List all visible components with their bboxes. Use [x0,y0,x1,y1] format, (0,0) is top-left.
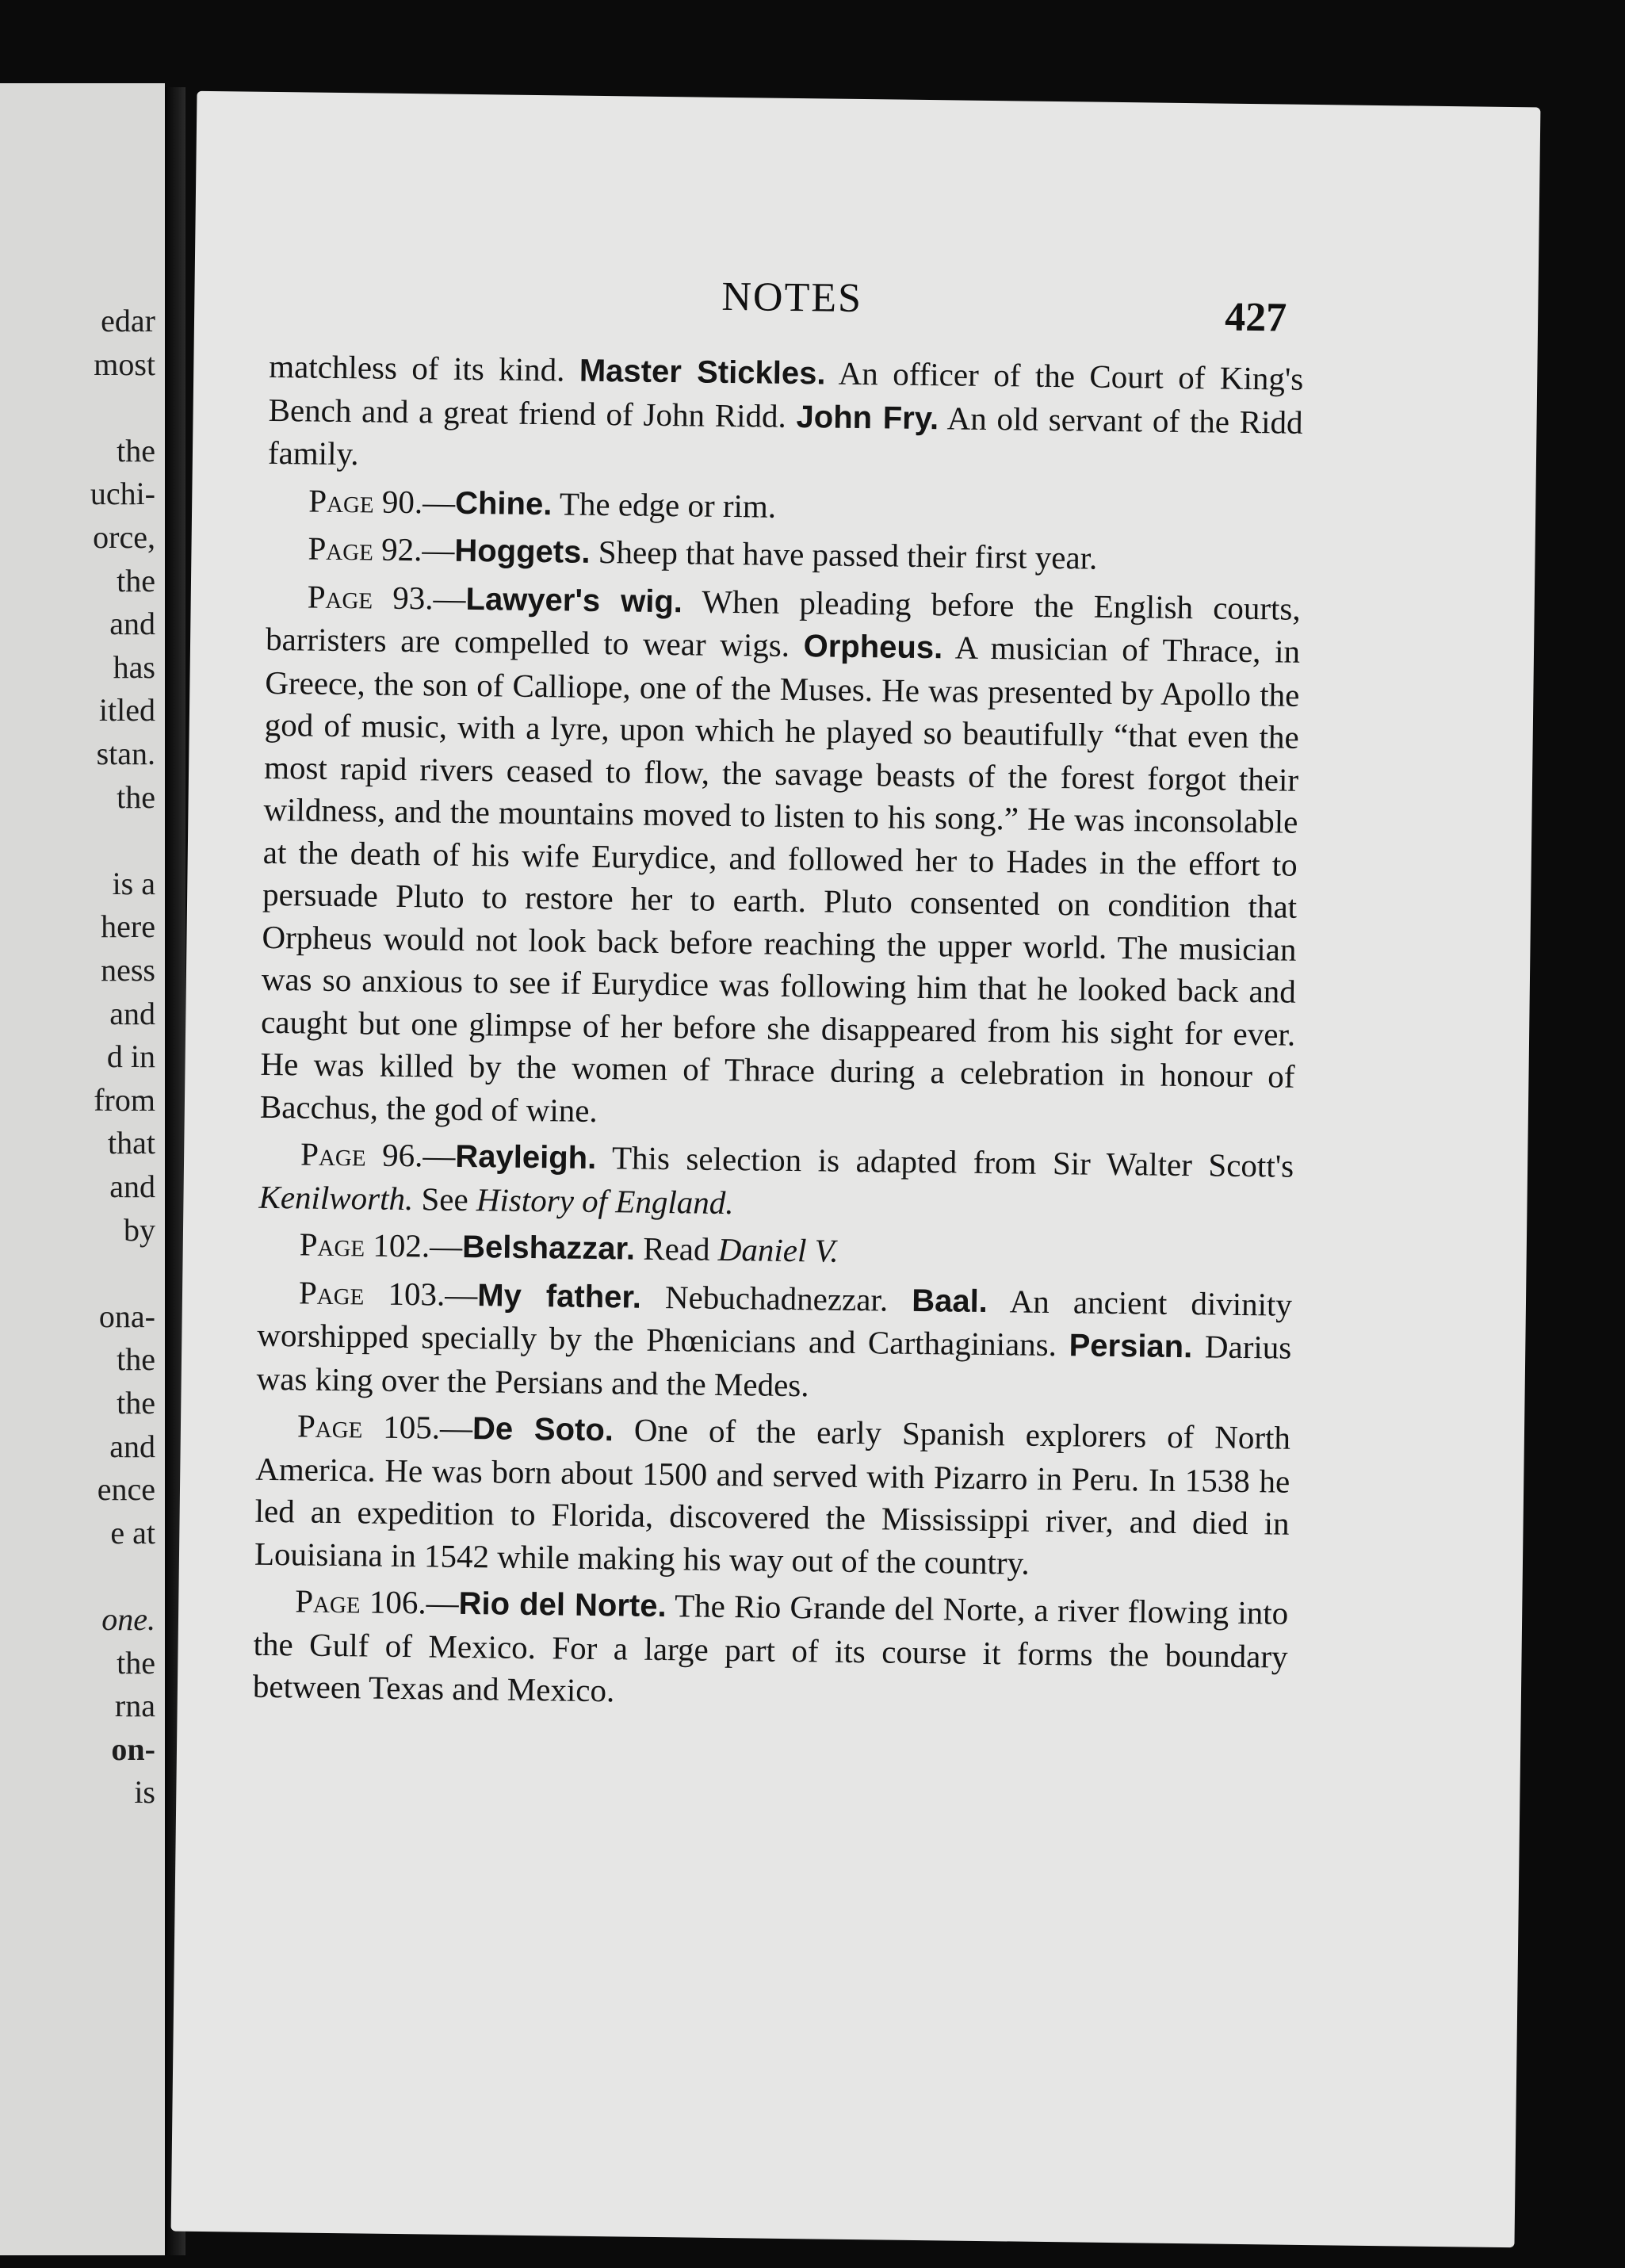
book-title: History of England. [476,1180,734,1221]
left-page-fragment: has [113,648,155,685]
note-paragraph [253,1580,1289,1720]
left-page-fragment: and [109,1168,155,1204]
note-term: Persian. [1069,1328,1193,1365]
note-text: A musician of Thrace, in Greece, the son of Calliope, one of the Muses. He was presented by Apollo the god of music, with a lyre, upon which he played so beautifully “that even the most rapid rivers ceased to flow, the savage beasts of the forest forgot their wildness, and the mountains moved to listen to his song.” He was inconsolable at the death of his wife Eurydice, and followed her to Hades in the effort to persuade Pluto to restore her to earth. Pluto consented on condition that Orpheus would not look back before reaching the upper world. The musician was so anxious to see if Eurydice was following him that he looked back and caught but one glimpse of her before she disappeared from his sight for ever. He was killed by the women of Thrace during a celebration in honour of Bacchus, the god of wine. [259,629,1301,1129]
book-title: Kenilworth. [258,1178,414,1217]
note-term: Rayleigh. [455,1138,597,1176]
note-term: De Soto. [472,1411,614,1448]
left-page-fragment: d in [106,1038,155,1075]
left-page-fragment: the [117,1385,155,1421]
left-page-fragment: the [117,1341,155,1378]
left-page-fragment: ona- [98,1298,155,1334]
note-text: An officer of the Court of King's Bench and a great friend of John Ridd. [268,354,1304,434]
note-text: The Rio Grande del Norte, a river flowing into the Gulf of Mexico. For a large part of its course it forms the boundary between Texas and Mexico. [252,1587,1289,1709]
left-page-fragment: orce, [93,519,155,555]
left-page-fragment: the [117,778,155,815]
left-page-fragment: from [94,1081,155,1118]
left-page-fragment: by [124,1211,155,1248]
left-page-fragment: ence [97,1471,155,1508]
note-paragraph [256,1271,1292,1412]
note-term: John Fry. [796,399,939,436]
left-page-fragment: and [109,995,155,1031]
note-paragraph [258,1223,1293,1279]
note-text: One of the early Spanish explorers of North America. He was born about 1500 and served with Pizarro in Peru. In 1538 he led an expedition to Florida, discovered the Mississippi river, and died in Louisiana in 1542 while making his way out of the country. [254,1411,1291,1581]
left-page-fragment: e at [110,1514,155,1551]
note-term: Baal. [911,1283,988,1319]
note-text: Read [634,1230,719,1268]
note-term: Master Stickles. [579,353,826,392]
left-page-fragment: here [101,908,155,945]
left-page-fragment: that [108,1125,155,1161]
notes-body [253,346,1304,1725]
left-page-fragment: one. [101,1601,155,1637]
running-header-title: NOTES [721,273,863,322]
note-text: The edge or rim. [552,484,777,525]
note-paragraph [268,346,1304,487]
left-page-fragment: stan. [96,736,155,771]
note-term: Belshazzar. [461,1229,636,1267]
note-term: Orpheus. [803,629,943,666]
left-facing-page [0,83,165,2255]
page-reference: Page 92.— [308,530,455,568]
note-paragraph [267,479,1302,534]
book-title: Daniel V. [717,1230,839,1269]
note-text: An ancient divinity worshipped specially by the Phœnicians and Carthaginians. [257,1282,1293,1363]
note-text: See [413,1180,477,1218]
left-page-fragment: and [109,1428,155,1464]
left-page-fragment: the [117,562,155,599]
note-text: Nebuchadnezzar. [640,1278,912,1318]
note-term: My father. [477,1277,642,1315]
note-text: An old servant of the Ridd family. [267,399,1303,472]
page-reference: Page 102.— [299,1226,463,1264]
note-text: Sheep that have passed their first year. [590,533,1098,576]
left-page-fragment: is a [112,865,155,901]
note-text: This selection is adapted from Sir Walter Scott's [595,1139,1294,1184]
left-page-fragment: edar [101,303,155,338]
page-reference: Page 103.— [298,1273,478,1313]
note-paragraph [254,1405,1291,1588]
book-page [171,91,1541,2248]
left-page-fragment: is [134,1774,155,1811]
note-text: Darius was king over the Persians and the Medes. [256,1328,1292,1403]
page-number: 427 [1224,294,1287,341]
note-paragraph [266,527,1302,583]
page-reference: Page 105.— [296,1407,473,1447]
left-page-fragment: uchi- [90,476,155,512]
left-page-fragment: on- [111,1731,155,1767]
left-page-fragment: most [94,346,155,382]
note-term: Rio del Norte. [458,1585,667,1624]
left-page-fragment: the [117,432,155,469]
note-term: Chine. [454,485,552,522]
note-paragraph [260,575,1301,1140]
left-page-fragment: and [109,606,155,642]
note-text: When pleading before the English courts, barristers are compelled to wear wigs. [265,582,1301,664]
page-reference: Page 90.— [308,482,456,521]
page-reference: Page 96.— [300,1135,456,1174]
page-reference: Page 93.— [307,577,466,617]
page-reference: Page 106.— [295,1582,459,1621]
note-term: Hoggets. [454,533,591,570]
note-paragraph [258,1133,1294,1231]
left-page-fragment: ness [101,952,155,988]
left-page-fragment: itled [98,692,155,729]
left-page-fragment: rna [114,1688,155,1724]
left-page-fragment: the [117,1644,155,1681]
note-text: matchless of its kind. [269,347,580,388]
note-term: Lawyer's wig. [465,581,683,619]
